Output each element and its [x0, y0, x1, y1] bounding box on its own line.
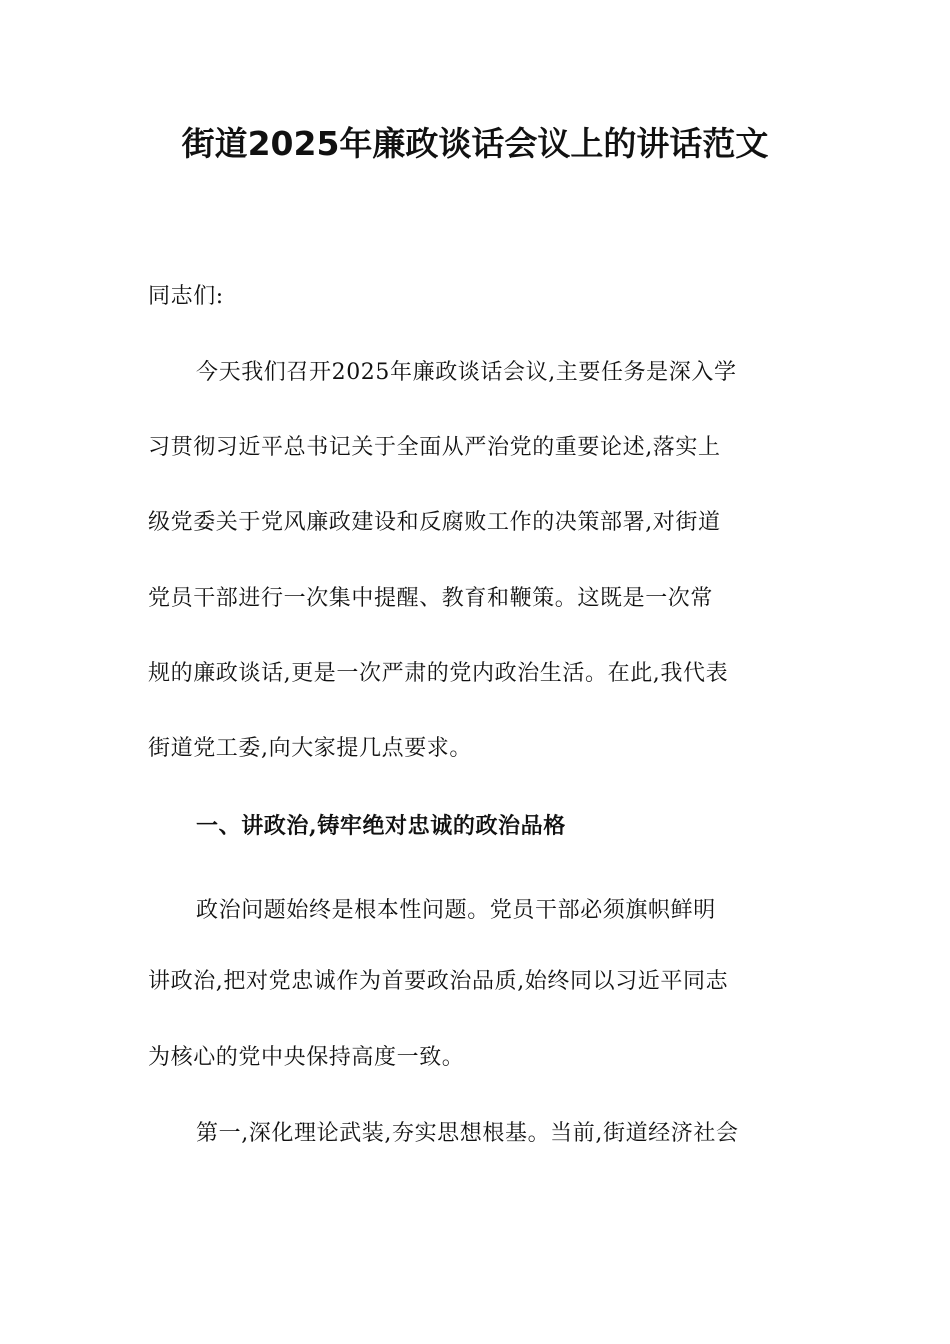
paragraph-2-line-3: 为核心的党中央保持高度一致。 — [148, 1045, 465, 1070]
paragraph-2-line-2: 讲政治,把对党忠诚作为首要政治品质,始终同以习近平同志 — [148, 969, 729, 994]
paragraph-1-line-3: 级党委关于党风廉政建设和反腐败工作的决策部署,对街道 — [148, 510, 721, 535]
paragraph-2-line-1: 政治问题始终是根本性问题。党员干部必须旗帜鲜明 — [196, 898, 716, 923]
paragraph-1-line-4: 党员干部进行一次集中提醒、教育和鞭策。这既是一次常 — [148, 586, 714, 611]
paragraph-1-line-6: 街道党工委,向大家提几点要求。 — [148, 736, 472, 761]
paragraph-3-line-1: 第一,深化理论武装,夯实思想根基。当前,街道经济社会 — [196, 1121, 739, 1146]
salutation: 同志们: — [148, 284, 224, 309]
section-heading-1: 一、讲政治,铸牢绝对忠诚的政治品格 — [196, 813, 566, 839]
paragraph-1-line-1: 今天我们召开2025年廉政谈话会议,主要任务是深入学 — [196, 360, 737, 385]
paragraph-1-line-5: 规的廉政谈话,更是一次严肃的党内政治生活。在此,我代表 — [148, 661, 729, 686]
paragraph-1-line-2: 习贯彻习近平总书记关于全面从严治党的重要论述,落实上 — [148, 435, 721, 460]
document-title: 街道2025年廉政谈话会议上的讲话范文 — [181, 124, 769, 163]
